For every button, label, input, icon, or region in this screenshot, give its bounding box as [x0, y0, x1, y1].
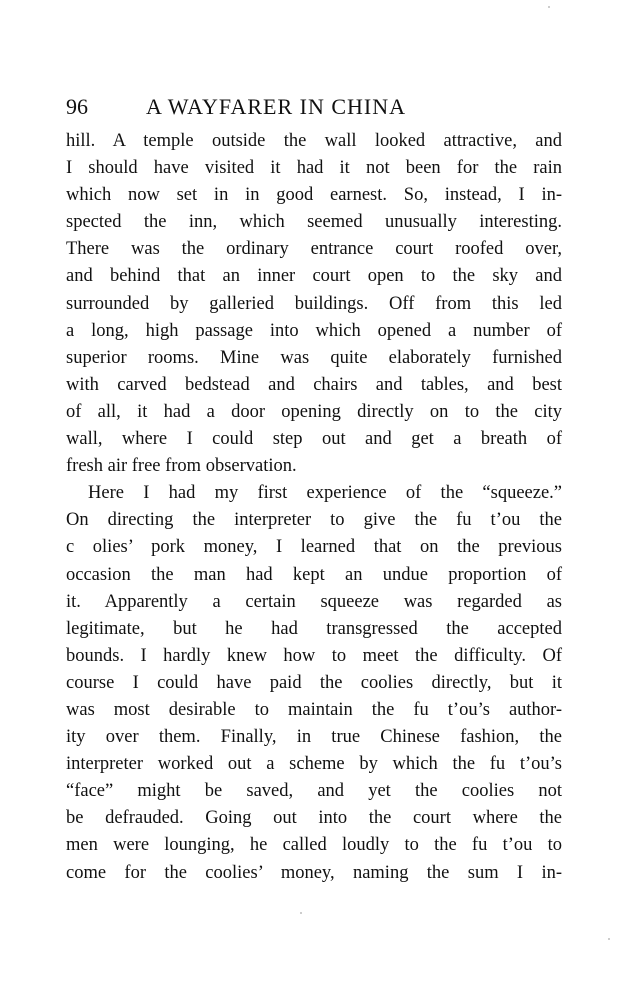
- text-line: “face” might be saved, and yet the coolies not: [66, 781, 562, 802]
- running-title: A WAYFARER IN CHINA: [146, 94, 407, 119]
- text-line: There was the ordinary entrance court roofed over,: [66, 239, 562, 260]
- text-line: be defrauded. Going out into the court where the: [66, 808, 562, 829]
- paragraph: [66, 480, 562, 886]
- body-text: [66, 128, 562, 887]
- text-line: with carved bedstead and chairs and tables, and best: [66, 374, 562, 395]
- text-line: ity over them. Finally, in true Chinese fashion, the: [66, 727, 562, 748]
- text-line: hill. A temple outside the wall looked attractive, and: [66, 131, 562, 151]
- text-line: it. Apparently a certain squeeze was regarded as: [66, 591, 562, 612]
- text-line: interpreter worked out a scheme by which the fu t’ou’s: [66, 754, 562, 775]
- text-line: I should have visited it had it not been for the rain: [66, 158, 562, 179]
- scan-speck: [300, 912, 302, 914]
- text-line: legitimate, but he had transgressed the accepted: [66, 618, 562, 639]
- scan-speck: [548, 6, 550, 8]
- text-line: a long, high passage into which opened a number of: [66, 320, 562, 341]
- paragraph: [66, 128, 562, 480]
- text-line: of all, it had a door opening directly on to the city: [66, 401, 562, 422]
- text-line: fresh air free from observation.: [66, 456, 297, 477]
- text-line: and behind that an inner court open to the sky and: [66, 266, 562, 287]
- text-line: come for the coolies’ money, naming the sum I in-: [66, 862, 562, 883]
- text-line: Here I had my first experience of the “squeeze.”: [88, 483, 562, 504]
- text-line: c olies’ pork money, I learned that on the previous: [66, 537, 562, 558]
- text-line: bounds. I hardly knew how to meet the difficulty. Of: [66, 645, 562, 666]
- text-line: course I could have paid the coolies directly, but it: [66, 672, 562, 693]
- scan-speck: [608, 938, 610, 940]
- page-header: [66, 92, 566, 122]
- text-line: wall, where I could step out and get a breath of: [66, 429, 562, 450]
- text-line: which now set in in good earnest. So, instead, I in-: [66, 185, 562, 206]
- text-line: was most desirable to maintain the fu t’ou’s author-: [66, 699, 562, 720]
- text-line: superior rooms. Mine was quite elaborately furnished: [66, 347, 562, 368]
- text-line: surrounded by galleried buildings. Off from this led: [66, 293, 562, 314]
- text-line: spected the inn, which seemed unusually interesting.: [66, 212, 562, 233]
- page-number: 96: [66, 94, 88, 119]
- text-line: On directing the interpreter to give the fu t’ou the: [66, 510, 562, 531]
- text-line: men were lounging, he called loudly to the fu t’ou to: [66, 835, 562, 856]
- text-line: occasion the man had kept an undue proportion of: [66, 564, 562, 585]
